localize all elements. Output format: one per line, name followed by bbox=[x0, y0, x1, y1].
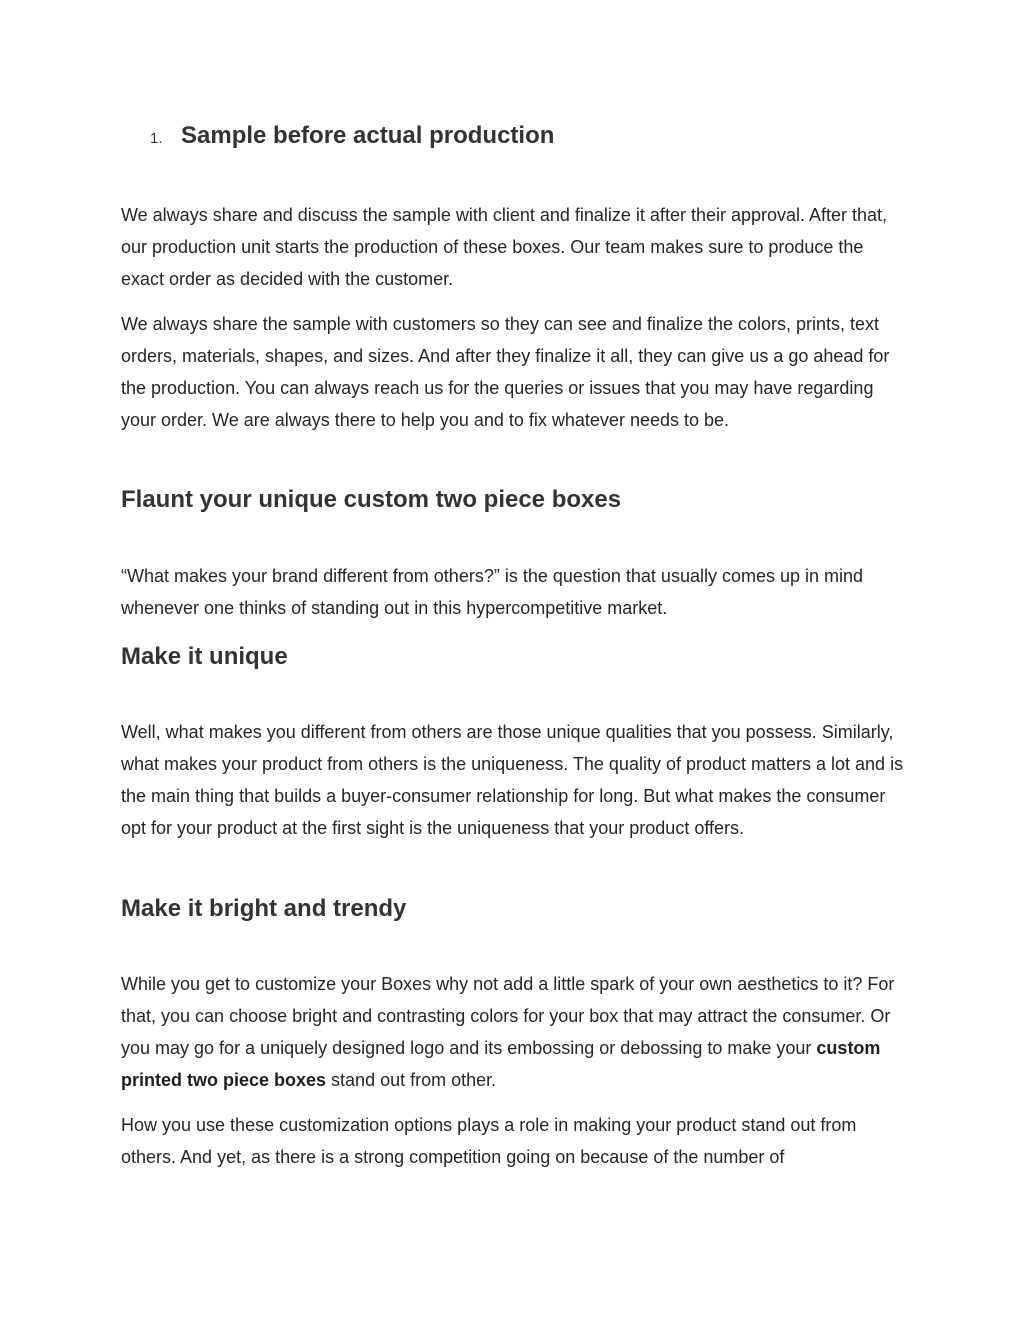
numbered-heading bbox=[150, 121, 554, 151]
section-heading-unique: Make it unique bbox=[121, 643, 288, 670]
paragraph-bright-2: How you use these customization options plays a role in making your product stand out from others. And yet, as there is a strong competition going on because of the number of bbox=[121, 1115, 857, 1167]
paragraph-flaunt-1: “What makes your brand different from others?” is the question that usually comes up in mind whenever one thinks of standing out in this hypercompetitive market. bbox=[121, 566, 864, 618]
paragraph-sample-2: We always share the sample with customers so they can see and finalize the colors, prints, text orders, materials, shapes, and sizes. And after they finalize it all, they can give us a go ahead for the production. You can always reach us for the queries or issues that you may have regarding your order. We are always there to help you and to fix whatever needs to be. bbox=[121, 314, 890, 430]
bold-phrase: custom printed two piece boxes bbox=[121, 1038, 881, 1090]
paragraph-text: stand out from other. bbox=[326, 1070, 497, 1090]
list-number: 1. bbox=[150, 130, 163, 147]
paragraph-bright-1 bbox=[121, 968, 911, 1096]
paragraph-unique-1: Well, what makes you different from others are those unique qualities that you possess. Similarly, what makes your product from others is the uniqueness. The quality of product matters a lot and is the main thing that builds a buyer-consumer relationship for long. But what makes the consumer opt for your product at the first sight is the uniqueness that your product offers. bbox=[121, 722, 904, 838]
section-heading-flaunt: Flaunt your unique custom two piece boxes bbox=[121, 486, 622, 513]
paragraph-text: While you get to customize your Boxes why not add a little spark of your own aesthetics to it? For that, you can choose bright and contrasting colors for your box that may attract the consumer. Or you may go for a uniquely designed logo and its embossing or debossing to make your bbox=[121, 974, 895, 1058]
section-heading-sample: Sample before actual production bbox=[181, 122, 555, 149]
section-heading-bright: Make it bright and trendy bbox=[121, 895, 407, 922]
paragraph-sample-1: We always share and discuss the sample with client and finalize it after their approval. After that, our production unit starts the production of these boxes. Our team makes sure to produce the exact order as decided with the customer. bbox=[121, 205, 888, 289]
